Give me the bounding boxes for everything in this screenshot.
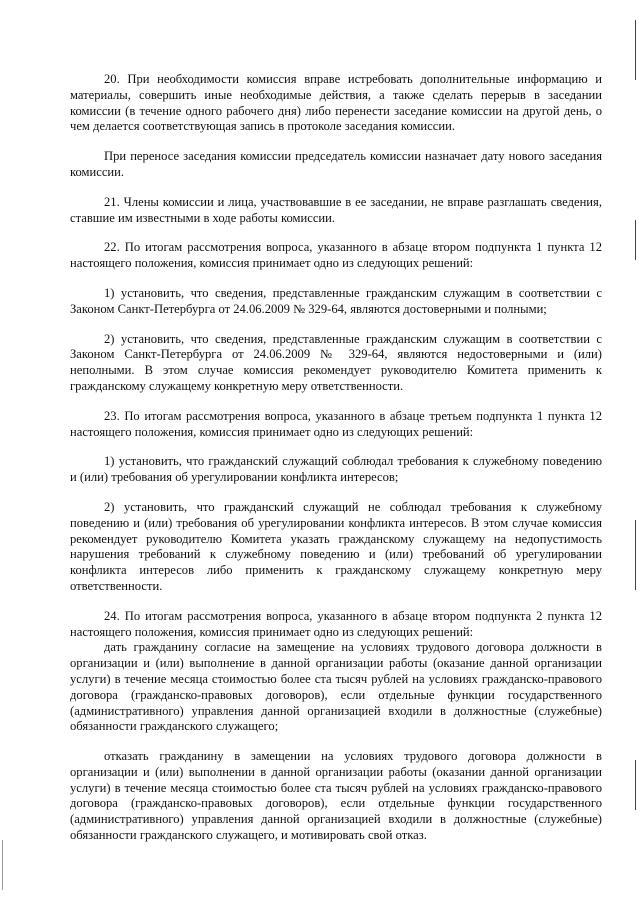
scan-edge-mark	[635, 220, 636, 260]
paragraph-22: 22. По итогам рассмотрения вопроса, указанного в абзаце втором подпункта 1 пункта 12 настоящего положения, комиссия принимает одно из следующих решений:	[70, 240, 602, 271]
paragraph-23: 23. По итогам рассмотрения вопроса, указанного в абзаце третьем подпункта 1 пункта 12 настоящего положения, комиссия принимает одно из следующих решений:	[70, 408, 602, 439]
paragraph-22-item-1: 1) установить, что сведения, представленные гражданским служащим в соответствии с Законом Санкт-Петербурга от 24.06.2009 № 329-64, являются достоверными и полными;	[70, 285, 602, 316]
scan-edge-mark	[2, 840, 3, 890]
paragraph-20: 20. При необходимости комиссия вправе истребовать дополнительные информацию и материалы, совершить иные необходимые действия, а также сделать перерыв в заседании комиссии (в течение одного рабочего дня) либо перенести заседание комиссии на другой день, о чем делается соответствующая запись в протоколе заседания комиссии.	[70, 72, 602, 134]
paragraph-22-item-2: 2) установить, что сведения, представленные гражданским служащим в соответствии с Законом Санкт-Петербурга от 24.06.2009 № 329-64, являются недостоверными и (или) неполными. В этом случае комиссия рекомендует руководителю Комитета применить к гражданскому служащему конкретную меру ответственности.	[70, 331, 602, 393]
paragraph-24: 24. По итогам рассмотрения вопроса, указанного в абзаце втором подпункта 2 пункта 12 настоящего положения, комиссия принимает одно из следующих решений:	[70, 608, 602, 639]
scan-edge-mark	[635, 520, 636, 590]
paragraph-23-item-2: 2) установить, что гражданский служащий не соблюдал требования к служебному поведению и (или) требования об урегулировании конфликта интересов. В этом случае комиссия рекомендует руководителю Комитета указать гражданскому служащему на недопустимость нарушения требований к служебному поведению и (или) требований об урегулировании конфликта интересов либо применить к гражданскому служащему конкретную меру ответственности.	[70, 499, 602, 593]
scan-edge-mark	[635, 760, 636, 810]
scan-edge-mark	[635, 20, 636, 80]
paragraph-24-option-refusal: отказать гражданину в замещении на условиях трудового договора должности в организации и (или) выполнении в данной организации работы (оказании данной организации услуги) в течение месяца стоимостью более ста тысяч рублей на условиях гражданско-правового договора (гражданско-правовых договоров), если отдельные функции государственного (административного) управления данной организацией входили в должностные (служебные) обязанности гражданского служащего, и мотивировать свой отказ.	[70, 749, 602, 843]
document-body	[70, 72, 602, 844]
paragraph-24-option-consent: дать гражданину согласие на замещение на условиях трудового договора должности в организации и (или) выполнение в данной организации работы (оказание данной организации услуги) в течение месяца стоимостью более ста тысяч рублей на условиях гражданско-правового договора (гражданско-правовых договоров), если отдельные функции государственного (административного) управления данной организацией входили в должностные (служебные) обязанности гражданского служащего;	[70, 640, 602, 734]
paragraph-20-postpone: При переносе заседания комиссии председатель комиссии назначает дату нового заседания комиссии.	[70, 149, 602, 179]
paragraph-23-item-1: 1) установить, что гражданский служащий соблюдал требования к служебному поведению и (или) требования об урегулировании конфликта интересов;	[70, 454, 602, 485]
paragraph-21: 21. Члены комиссии и лица, участвовавшие в ее заседании, не вправе разглашать сведения, ставшие им известными в ходе работы комиссии.	[70, 194, 602, 225]
